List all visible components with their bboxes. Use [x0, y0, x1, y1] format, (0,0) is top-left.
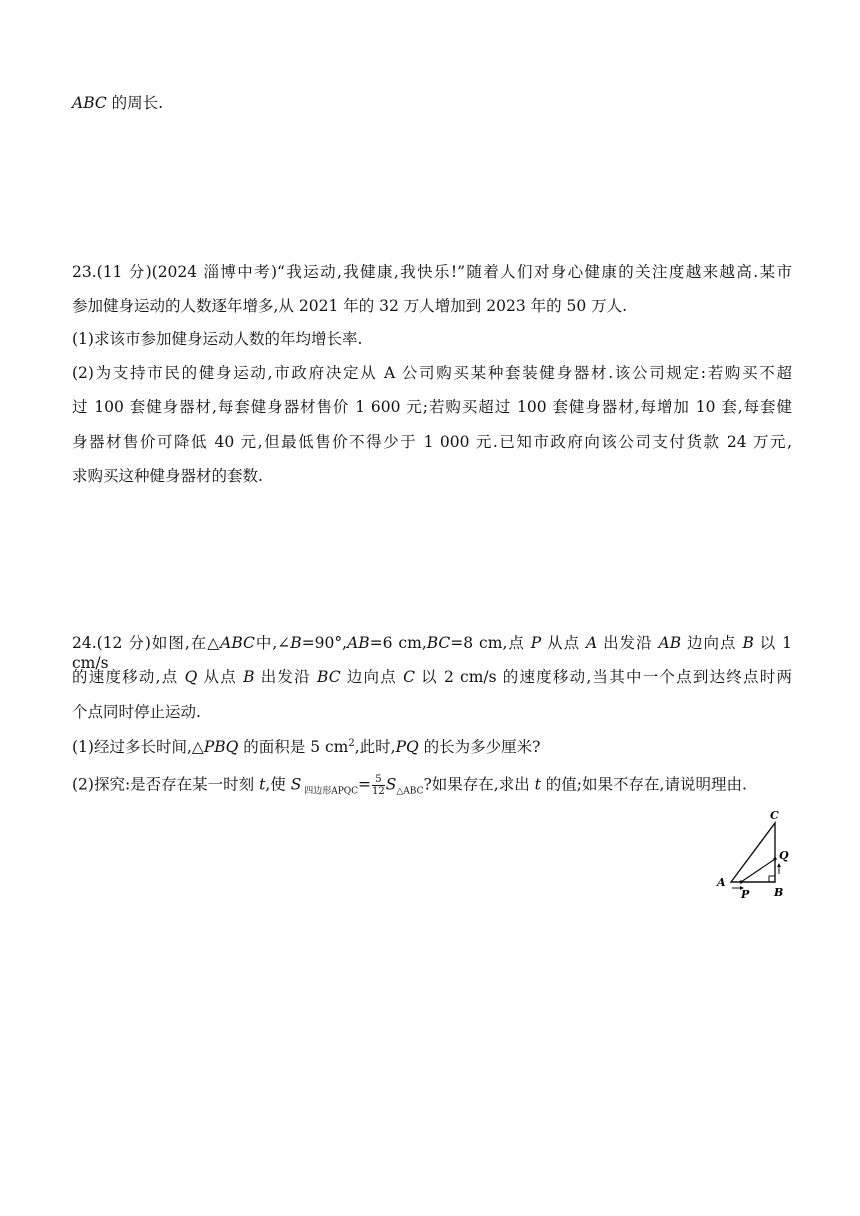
q24-l2-a: 的速度移动,点 [72, 668, 185, 686]
q24-l1-c: 中,∠ [254, 634, 291, 652]
q24-p2-sub2: △ABC [396, 786, 424, 797]
q24-p1-c: 的面积是 5 cm [238, 738, 349, 756]
q24-p2-a: (2)探究:是否存在某一时刻 [72, 775, 260, 794]
carry-over-text: 的周长. [111, 94, 164, 112]
q23-part-2-line-4: 求购买这种健身器材的套数. [72, 467, 263, 485]
q24-l2-e: 出发沿 [254, 668, 318, 686]
q24-l2-b: Q [184, 668, 198, 686]
q24-l1-i: =8 cm,点 [450, 634, 531, 652]
q24-l1-b: ABC [220, 634, 255, 652]
point-p-dot [739, 880, 742, 883]
q23-part-2-line-3: 身器材售价可降低 40 元,但最低售价不得少于 1 000 元.已知市政府向该公司支付货款 24 万元, [72, 433, 792, 451]
triangle-abc [731, 823, 775, 882]
q23-line-2: 参加健身运动的人数逐年增多,从 2021 年的 32 万人增加到 2023 年的 50 万人. [72, 297, 628, 315]
q24-p2-fraction [372, 774, 385, 797]
q24-line-2 [72, 667, 792, 687]
q24-l1-a: 24.(12 分)如图,在△ [72, 634, 221, 652]
q24-p1-d: ,此时, [354, 738, 396, 756]
q24-p2-t2: t [534, 775, 541, 794]
q24-l1-g: =6 cm, [369, 634, 427, 652]
q24-p2-c: ?如果存在,求出 [423, 775, 535, 794]
arrow-q-head [777, 863, 781, 867]
q23-part-2-line-2: 过 100 套健身器材,每套健身器材售价 1 600 元;若购买超过 100 套健身器材,每增加 10 套,每套健 [72, 398, 792, 416]
triangle-figure [708, 802, 798, 902]
q24-l1-m: 出发沿 [597, 634, 659, 652]
q24-l1-f: AB [347, 634, 370, 652]
q24-l2-d: B [243, 668, 255, 686]
q24-p2-d: 的值;如果不存在,请说明理由. [540, 775, 747, 794]
q24-part-2 [72, 774, 792, 802]
q24-l1-h: BC [426, 634, 451, 652]
q24-l1-n: AB [658, 634, 682, 652]
q24-p2-t1: t [259, 775, 266, 794]
q24-l2-f: BC [317, 668, 341, 686]
q24-p2-S1: S [290, 775, 302, 794]
q24-p2-eq: = [358, 775, 372, 794]
q24-l1-j: P [530, 634, 542, 652]
fraction-numerator: 5 [372, 774, 385, 786]
q24-p2-S2: S [385, 775, 397, 794]
label-c: C [770, 809, 779, 822]
q24-part-1 [72, 737, 792, 757]
q24-p2-b: ,使 [265, 775, 291, 794]
q24-l1-d: B [290, 634, 302, 652]
q24-p1-sup: 2 [348, 738, 355, 749]
q24-l1-k: 从点 [541, 634, 587, 652]
label-b: B [774, 886, 784, 899]
q24-l2-g: 边向点 [340, 668, 404, 686]
q24-l2-c: 从点 [197, 668, 244, 686]
q23-part-2-line-1: (2)为支持市民的健身运动,市政府决定从 A 公司购买某种套装健身器材.该公司规定:若购买不超 [72, 364, 792, 382]
q24-line-3: 个点同时停止运动. [72, 703, 201, 721]
carry-over-line [72, 93, 792, 113]
fraction-denominator: 12 [372, 786, 385, 797]
q24-p2-sub1: 四边形APQC [301, 786, 359, 797]
q24-l2-h: C [403, 668, 415, 686]
q24-p1-b: PBQ [203, 738, 239, 756]
q23-part-1: (1)求该市参加健身运动人数的年均增长率. [72, 330, 363, 348]
q24-p1-a: (1)经过多长时间,△ [72, 738, 204, 756]
right-angle-mark [769, 876, 775, 882]
q23-line-1: 23.(11 分)(2024 淄博中考)“我运动,我健康,我快乐!”随着人们对身心健康的关注度越来越高.某市 [72, 263, 792, 281]
q24-l2-i: 以 2 cm/s 的速度移动,当其中一个点到达终点时两 [414, 668, 793, 686]
label-a: A [717, 876, 726, 889]
point-q-dot [773, 857, 776, 860]
q24-p1-f: 的长为多少厘米? [418, 738, 541, 756]
q24-l1-p: B [742, 634, 754, 652]
q24-l1-q: 以 1 cm/s [72, 634, 793, 672]
q24-l1-l: A [586, 634, 598, 652]
q24-l1-e: =90°, [301, 634, 348, 652]
label-q: Q [779, 849, 789, 862]
label-p: P [741, 888, 750, 901]
q24-p1-e: PQ [395, 738, 419, 756]
triangle-abc-label: ABC [72, 94, 107, 112]
q24-l1-o: 边向点 [681, 634, 743, 652]
